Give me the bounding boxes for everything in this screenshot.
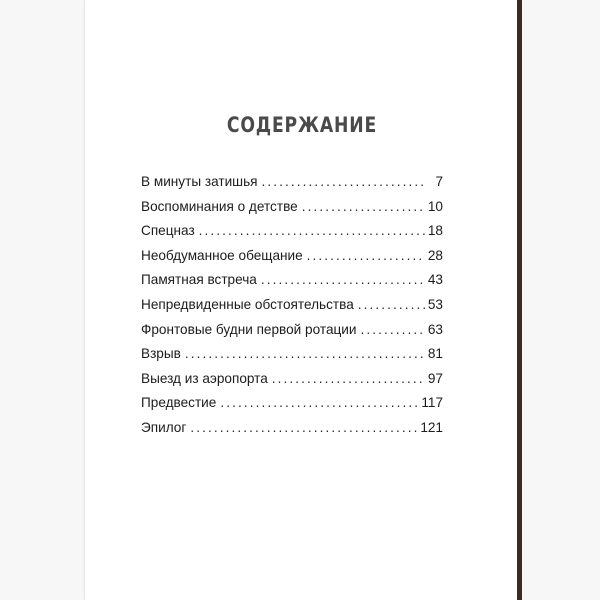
toc-entry-title: Взрыв <box>141 346 181 362</box>
toc-entry-page: 81 <box>427 346 443 362</box>
toc-dot-leader <box>272 371 425 386</box>
page-title: СОДЕРЖАНИЕ <box>226 113 378 137</box>
toc-dot-leader <box>220 395 418 410</box>
toc-entry <box>141 174 443 199</box>
toc-entry-title: Фронтовые будни первой ротации <box>141 321 357 337</box>
toc-entry-page: 117 <box>421 395 443 411</box>
toc-entry-title: В минуты затишья <box>141 174 258 189</box>
toc-dot-leader <box>302 199 425 214</box>
toc-dot-leader <box>358 297 425 312</box>
toc-entry <box>141 272 443 297</box>
toc-entry-title: Непредвиденные обстоятельства <box>141 296 354 312</box>
toc-entry-title: Выезд из аэропорта <box>141 370 268 386</box>
toc-entry <box>141 223 443 248</box>
toc-entry-title: Воспоминания о детстве <box>141 198 298 214</box>
toc-entry-title: Необдуманное обещание <box>141 247 303 263</box>
toc-entry-page: 53 <box>427 296 443 312</box>
toc-dot-leader <box>190 420 417 435</box>
toc-entry-title: Спецназ <box>141 223 195 239</box>
toc-dot-leader <box>307 248 425 263</box>
toc-entry-page: 28 <box>427 247 443 263</box>
toc-entry <box>141 322 443 347</box>
toc-entry-page: 43 <box>427 272 443 288</box>
toc-dot-leader <box>185 346 425 361</box>
toc-entry-page: 10 <box>427 198 443 214</box>
toc-entry-page: 97 <box>427 370 443 386</box>
toc-entry-page: 121 <box>420 419 443 435</box>
toc-dot-leader <box>262 174 426 189</box>
toc-entry-title: Памятная встреча <box>141 272 257 288</box>
toc-dot-leader <box>360 322 424 337</box>
toc-entry-page: 18 <box>427 223 443 239</box>
toc-entry <box>141 395 443 420</box>
toc-entry <box>141 199 443 224</box>
toc-entry-page: 7 <box>435 174 443 189</box>
toc-entry <box>141 371 443 396</box>
book-spine-edge <box>517 0 522 600</box>
book-page <box>85 0 519 600</box>
table-of-contents <box>141 174 443 445</box>
toc-entry-page: 63 <box>427 321 443 337</box>
toc-entry <box>141 297 443 322</box>
toc-entry <box>141 420 443 445</box>
toc-dot-leader <box>199 223 425 238</box>
toc-entry <box>141 248 443 273</box>
toc-entry-title: Предвестие <box>141 395 217 411</box>
toc-dot-leader <box>261 272 425 287</box>
toc-entry-title: Эпилог <box>141 419 187 435</box>
toc-entry <box>141 346 443 371</box>
